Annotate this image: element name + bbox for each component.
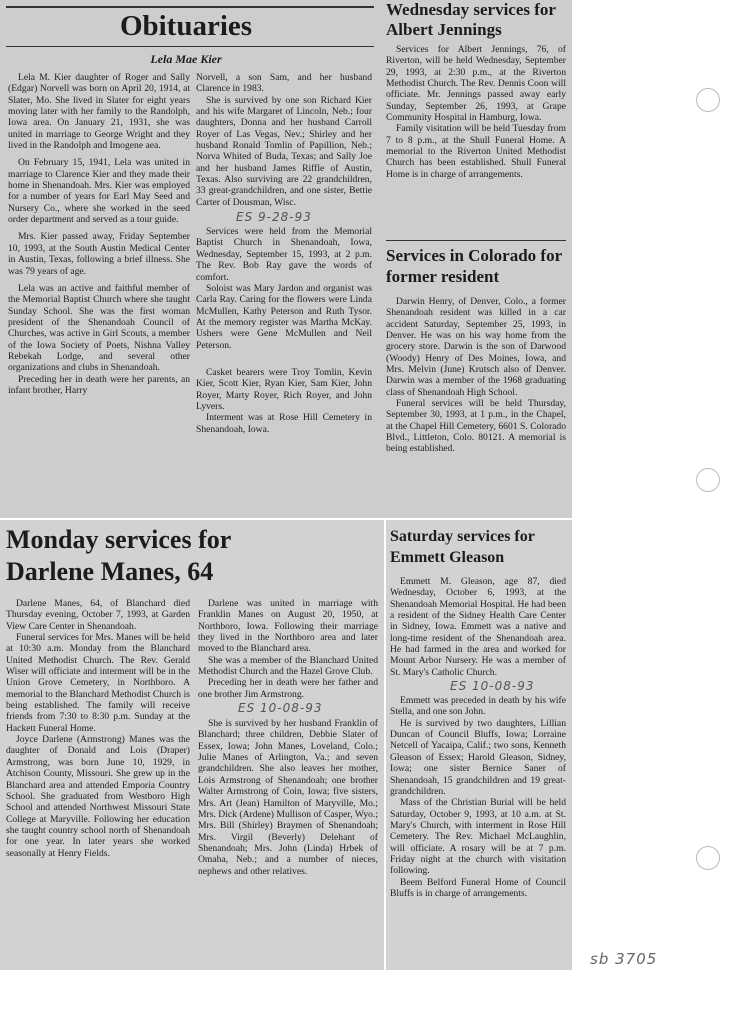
obituary-paragraph: Lela was an active and faithful member of the Memorial Baptist Church where she taught Sunday School. She was the first woman president of the Shenandoah Council of Churches, was active in Girl Scouts, a member of the Iowa Society of Poets, Nishna Valley Rebekah Lodge, and several other organizations and clubs in Shenandoah. [8, 282, 190, 374]
gleason-body [390, 576, 566, 899]
henry-paragraph: Darwin Henry, of Denver, Colo., a former Shenandoah resident was killed in a car accident Saturday, September 25, 1993, in Denver. He was on his way home from the grocery store. Darwin is the son of Darwood (Woody) Henry of Des Moines, Iowa, and Mrs. Melvin (June) Krutsch also of Denver. Darwin was a member of the 1968 graduating class of Shenandoah High School. [386, 296, 566, 398]
manes-column-right [198, 598, 378, 877]
jennings-body [386, 44, 566, 180]
manes-paragraph: Preceding her in death were her father and one brother Jim Armstrong. [198, 677, 378, 700]
henry-body [386, 296, 566, 455]
handwritten-date-stamp: ES 9-28-93 [236, 210, 312, 225]
manes-paragraph: She is survived by her husband Franklin of Blanchard; three children, Debbie Slater of Essex, Iowa; John Manes, Loveland, Colo.; Julie Manes of Arlington, Va.; and seven grandchildren. She also leaves her mother, Lois Armstrong of Shenandoah; one brother Walter Armstrong of Coin, Iowa; five sisters, Mrs. Art (Jean) Hamilton of Maryville, Mo.; Mrs. Dick (Ardene) Mullison of Casper, Wyo.; Mrs. Bill (Shirley) Braymen of Shenandoah; Mrs. Virgil (Beverly) Delehant of Shenandoah; Mrs. John (Linda) Hrbek of Omaha, Neb.; and a number of nieces, nephews and other relatives. [198, 718, 378, 877]
jennings-paragraph: Family visitation will be held Tuesday from 7 to 8 p.m., at the Shull Funeral Home. A memorial to the Riverton United Methodist Church has been established. Shull Funeral Home is in charge of arrangements. [386, 123, 566, 180]
obituary-paragraph: Casket bearers were Troy Tomlin, Kevin Kier, Scott Kier, Ryan Kier, Sam Kier, John Royer, Marty Royer, Rich Royer, and John Lyvers. [196, 366, 372, 412]
handwritten-date-stamp: ES 10-08-93 [238, 701, 323, 716]
top-rule [6, 6, 374, 8]
obituary-column-right [196, 72, 372, 435]
binder-hole [696, 468, 720, 492]
manes-column-left [6, 598, 190, 859]
heading-rule [6, 46, 374, 47]
obituary-paragraph: Mrs. Kier passed away, Friday September 10, 1993, at the South Austin Medical Center in Austin, Texas, following a brief illness. She was 79 years of age. [8, 231, 190, 277]
manes-clipping [0, 520, 384, 970]
gleason-heading: Saturday services for Emmett Gleason [390, 528, 535, 566]
manes-paragraph: Darlene was united in marriage with Franklin Manes on August 20, 1950, at Northboro, Iowa. Following their marriage they lived in the Northboro area and later moved to the Blanchard area. [198, 598, 378, 655]
obituaries-clipping [0, 0, 380, 518]
obituary-paragraph: Services were held from the Memorial Baptist Church in Shenandoah, Iowa, Wednesday, September 15, 1993, at 2 p.m. The Rev. Bob Ray gave the words of comfort. [196, 226, 372, 283]
obituary-paragraph: Preceding her in death were her parents, an infant brother, Harry [8, 373, 190, 396]
binder-hole [696, 846, 720, 870]
obituary-column-left [8, 72, 190, 396]
jennings-paragraph: Services for Albert Jennings, 76, of Riverton, will be held Wednesday, September 29, 1993, at 2:30 p.m., at the Riverton Methodist Church. The Rev. Dennis Coon will officiate. Mr. Jennings passed away early Sunday, September 26, 1993, at Grape Community Hospital in Hamburg, Iowa. [386, 44, 566, 124]
handwritten-date-stamp: ES 10-08-93 [450, 679, 535, 694]
obituary-paragraph: She is survived by one son Richard Kier and his wife Margaret of Lincoln, Neb.; four daughters, Donna and her husband Carroll Royer of Las Vegas, Nev.; Shirley and her husband Ronald Tomlin of Papillion, Neb.; Norva Whited of Buda, Texas; and Sally Joe and her husband James Riffle of Austin, Texas. Also surviving are 22 grandchildren, 33 great-grandchildren, and one sister, Bettie Carter of Dousman, Wisc. [196, 94, 372, 208]
binder-hole [696, 88, 720, 112]
gleason-paragraph: Mass of the Christian Burial will be held Saturday, October 9, 1993, at 10 a.m. at St. Mary's Church, with interment in Rose Hill Cemetery. The Rev. Michael McLaughlin, will officiate. A rosary will be at 7 p.m. Friday night at the church with visitation following. [390, 797, 566, 877]
obituary-paragraph: On February 15, 1941, Lela was united in marriage to Clarence Kier and they made their home in Shenandoah. Mrs. Kier was employed for a number of years for Earl May Seed and Nursery Co., where she worked in the seed order department and served as a tour guide. [8, 157, 190, 226]
manes-heading: Monday services for Darlene Manes, 64 [6, 525, 231, 586]
jennings-heading: Wednesday services for Albert Jennings [386, 0, 556, 39]
section-divider [386, 240, 566, 241]
gleason-paragraph: Emmett M. Gleason, age 87, died Wednesday, October 6, 1993, at the Shenandoah Memorial Hospital. He had been a resident of the Sidney Health Care Center in Sidney, Iowa. Emmett was a native and long-time resident of the Shenandoah area. He had farmed in the area and worked for Mount Arbor Nursery. He was a member of St. Mary's Catholic Church. [390, 576, 566, 678]
obituary-paragraph: Soloist was Mary Jardon and organist was Carla Ray. Caring for the flowers were Linda McMullen, Kathy Peterson and Ruth Tysor. At the memory register was Martha McKay. Ushers were Gene McMullen and Neil Peterson. [196, 282, 372, 351]
obituary-subheading: Lela Mae Kier [150, 52, 222, 66]
obituaries-heading: Obituaries [119, 10, 253, 42]
obituary-paragraph: Norvell, a son Sam, and her husband Clarence in 1983. [196, 72, 372, 95]
henry-paragraph: Funeral services will be held Thursday, September 30, 1993, at 1 p.m., in the Chapel, at the Chapel Hill Cemetery, 6601 S. Colorado Blvd., Littleton, Colo. 80121. A memorial is being established. [386, 398, 566, 455]
manes-paragraph: Joyce Darlene (Armstrong) Manes was the daughter of Donald and Lois (Draper) Armstrong, was born June 10, 1929, in Atchison County, Missouri. She grew up in the Blanchard area and attended Emporia Country School. She graduated from Westboro High School and attended Northwest Missouri State College at Maryville. Following her education she taught country school north of Shenandoah for one year. In later years she worked seasonally at Henry Fields. [6, 734, 190, 859]
obituary-paragraph: Lela M. Kier daughter of Roger and Sally (Edgar) Norvell was born on April 20, 1914, at Slater, Mo. She lived in Slater for eight years moving later with her family to the Randolph, Iowa area. On January 21, 1931, she was united in marriage to George Wright and they lived in the Randolph and Imogene aea. [8, 72, 190, 152]
henry-heading: Services in Colorado for former resident [386, 246, 562, 286]
gleason-clipping [386, 520, 572, 970]
gleason-paragraph: Beem Belford Funeral Home of Council Bluffs is in charge of arrangements. [390, 876, 566, 899]
gleason-paragraph: He is survived by two daughters, Lillian Duncan of Council Bluffs, Iowa; Lorraine Netcell of Yacaipa, Calif.; two sons, Kenneth Gleason of Essex; Harold Gleason, Sidney, Iowa; one sister Bernice Saner of Shenandoah, 15 grandchildren and 19 great-grandchildren. [390, 717, 566, 797]
gleason-paragraph: Emmett was preceded in death by his wife Stella, and one son John. [390, 695, 566, 718]
manes-paragraph: Funeral services for Mrs. Manes will be held at 10:30 a.m. Monday from the Blanchard United Methodist Church. The Rev. Gerald Wiser will officiate and interment will be in the Union Grove Cemetery, in Northboro. A memorial to the Blanchard Methodist Church is being established. The family will receive friends from 7:30 to 8:30 p.m. Sunday at the Hackett Funeral Home. [6, 632, 190, 734]
manes-paragraph: Darlene Manes, 64, of Blanchard died Thursday evening, October 7, 1993, at Garden View Care Center in Shenandoah. [6, 598, 190, 632]
obituary-paragraph: Interment was at Rose Hill Cemetery in Shenandoah, Iowa. [196, 412, 372, 435]
manes-paragraph: She was a member of the Blanchard United Methodist Church and the Hazel Grove Club. [198, 654, 378, 678]
jennings-henry-clipping [380, 0, 572, 518]
catalog-number: sb 3705 [590, 950, 658, 968]
